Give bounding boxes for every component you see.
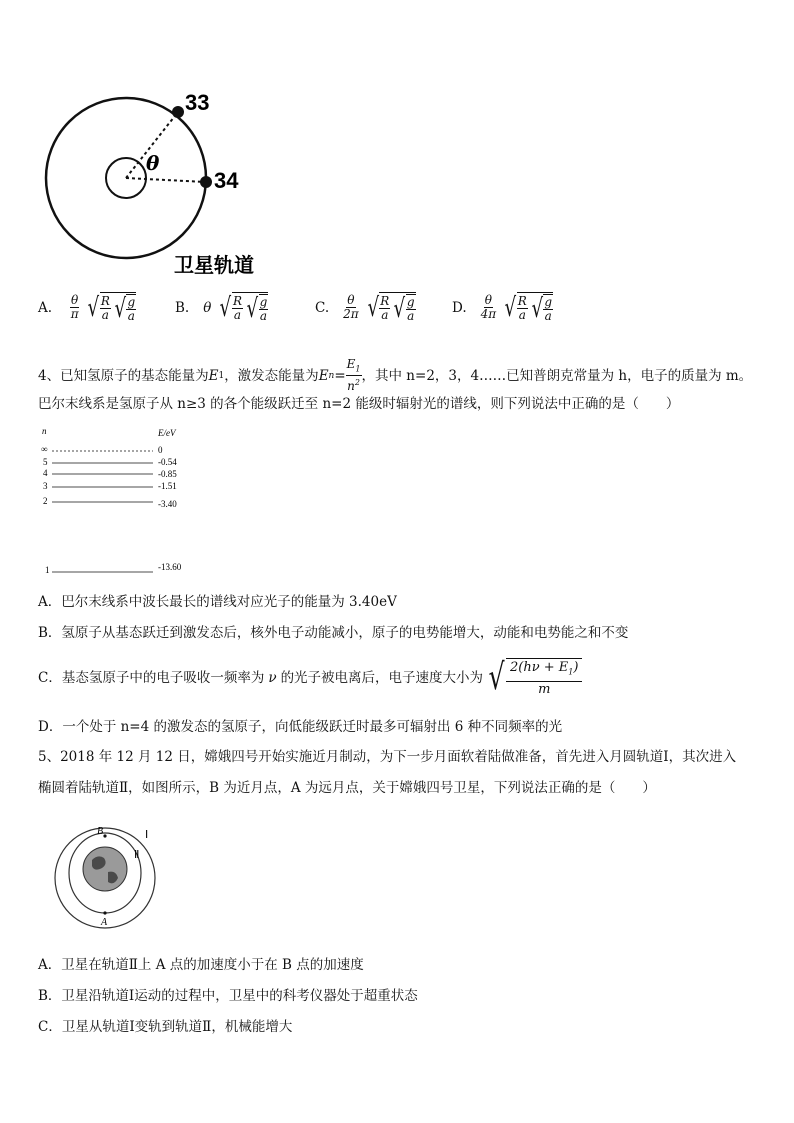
nu-symbol: ν bbox=[268, 670, 277, 686]
satellite-34 bbox=[200, 176, 212, 188]
q4-stem-line2: 巴尔末线系是氢原子从 n≥3 的各个能级跃迁至 n=2 能级时辐射光的谱线，则下列说法中正确的是（ ） bbox=[38, 396, 680, 412]
level-n-4: 4 bbox=[43, 468, 48, 478]
fraction: $\frac{\theta}{\pi}$ bbox=[70, 293, 79, 321]
velocity-formula: √ $\frac{2(h\nu + E_1)}{m}$ bbox=[485, 658, 582, 698]
q3-option-c[interactable] bbox=[315, 292, 416, 323]
satellite-orbit-figure bbox=[40, 90, 280, 280]
q5-option-b[interactable]: B．卫星沿轨道Ⅰ运动的过程中，卫星中的科考仪器处于超重状态 bbox=[38, 988, 418, 1004]
q5-option-a[interactable]: A．卫星在轨道Ⅱ上 A 点的加速度小于在 B 点的加速度 bbox=[38, 957, 364, 973]
level-n-3: 3 bbox=[43, 481, 48, 491]
fraction: $\frac{\theta}{2\pi}$ bbox=[343, 293, 359, 321]
q3-option-a[interactable] bbox=[38, 292, 136, 323]
q4-option-d[interactable]: D．一个处于 n=4 的激发态的氢原子，向低能级跃迁时最多可辐射出 6 种不同频率的光 bbox=[38, 719, 563, 735]
level-n-inf: ∞ bbox=[41, 444, 48, 454]
option-c-text2: 的光子被电离后，电子速度大小为 bbox=[280, 670, 484, 686]
sqrt-expression: √ $\frac{R}{a}$ √ $\frac{g}{a}$ bbox=[87, 292, 136, 324]
option-c-text: C．基态氢原子中的电子吸收一频率为 bbox=[38, 670, 265, 686]
q5-stem-line2: 椭圆着陆轨道Ⅱ，如图所示，B 为近月点，A 为远月点，关于嫦娥四号卫星，下列说法正确的是（ ） bbox=[38, 780, 656, 796]
level-e-1: -13.60 bbox=[158, 562, 182, 572]
q3-option-d[interactable] bbox=[452, 292, 553, 323]
moon-orbit-figure bbox=[48, 822, 168, 932]
level-e-2: -3.40 bbox=[158, 499, 177, 509]
point-A bbox=[103, 911, 106, 914]
theta: θ bbox=[203, 299, 212, 316]
level-e-4: -0.85 bbox=[158, 469, 177, 479]
figure-caption: 卫星轨道 bbox=[174, 253, 254, 277]
moon-orbit-svg bbox=[48, 822, 168, 932]
energy-level-svg bbox=[38, 425, 208, 580]
q5-option-c[interactable]: C．卫星从轨道Ⅰ变轨到轨道Ⅱ，机械能增大 bbox=[38, 1019, 293, 1035]
e-header: E/eV bbox=[158, 428, 176, 438]
label-A: A bbox=[101, 917, 108, 928]
option-letter: A. bbox=[38, 299, 53, 316]
theta-label: θ bbox=[146, 151, 160, 175]
sqrt-expression: √ $\frac{R}{a}$ √ $\frac{g}{a}$ bbox=[504, 292, 553, 324]
option-letter: B. bbox=[175, 299, 190, 316]
sqrt-expression: √ $\frac{R}{a}$ √ $\frac{g}{a}$ bbox=[367, 292, 415, 324]
q4-option-b[interactable]: B．氢原子从基态跃迁到激发态后，核外电子动能减小，原子的电势能增大，动能和电势能之和不变 bbox=[38, 625, 629, 641]
level-e-inf: 0 bbox=[158, 445, 163, 455]
q3-option-b[interactable] bbox=[175, 292, 268, 323]
fraction: $\frac{\theta}{4\pi}$ bbox=[480, 293, 497, 321]
q4-option-c[interactable] bbox=[38, 658, 582, 698]
point-B bbox=[103, 834, 106, 837]
q5-stem-line1: 5、2018 年 12 月 12 日，嫦娥四号开始实施近月制动，为下一步月面软着陆做准备，首先进入月圆轨道Ⅰ，其次进入 bbox=[38, 749, 737, 765]
moon-icon bbox=[83, 847, 127, 891]
n-header: n bbox=[42, 426, 47, 436]
level-n-2: 2 bbox=[43, 496, 48, 506]
energy-level-diagram bbox=[38, 425, 208, 580]
q4-stem-line1: 4、已知氢原子的基态能量为 E 1 ，激发态能量为 E n = $\frac{E_1}{n^2}$ ，其中 n=2，3，4……已知普朗克常量为 h，电子的质量为 m。 bbox=[38, 357, 753, 394]
energy-fraction: $\frac{E_1}{n^2}$ bbox=[346, 357, 361, 394]
q4-option-a[interactable]: A．巴尔末线系中波长最长的谱线对应光子的能量为 3.40eV bbox=[38, 594, 397, 610]
label-34: 34 bbox=[214, 168, 239, 193]
label-orbit-I: Ⅰ bbox=[145, 829, 149, 841]
label-B: B bbox=[97, 826, 104, 837]
sqrt-expression: √ $\frac{R}{a}$ √ $\frac{g}{a}$ bbox=[219, 292, 268, 324]
option-letter: C. bbox=[315, 299, 330, 316]
label-33: 33 bbox=[185, 90, 210, 115]
radius-line-34 bbox=[126, 178, 206, 182]
level-n-1: 1 bbox=[45, 565, 50, 575]
label-orbit-II: Ⅱ bbox=[134, 849, 140, 861]
level-e-3: -1.51 bbox=[158, 481, 177, 491]
satellite-33 bbox=[172, 106, 184, 118]
level-n-5: 5 bbox=[43, 457, 48, 467]
orbit-diagram bbox=[40, 90, 280, 280]
level-e-5: -0.54 bbox=[158, 457, 177, 467]
option-letter: D. bbox=[452, 299, 467, 316]
